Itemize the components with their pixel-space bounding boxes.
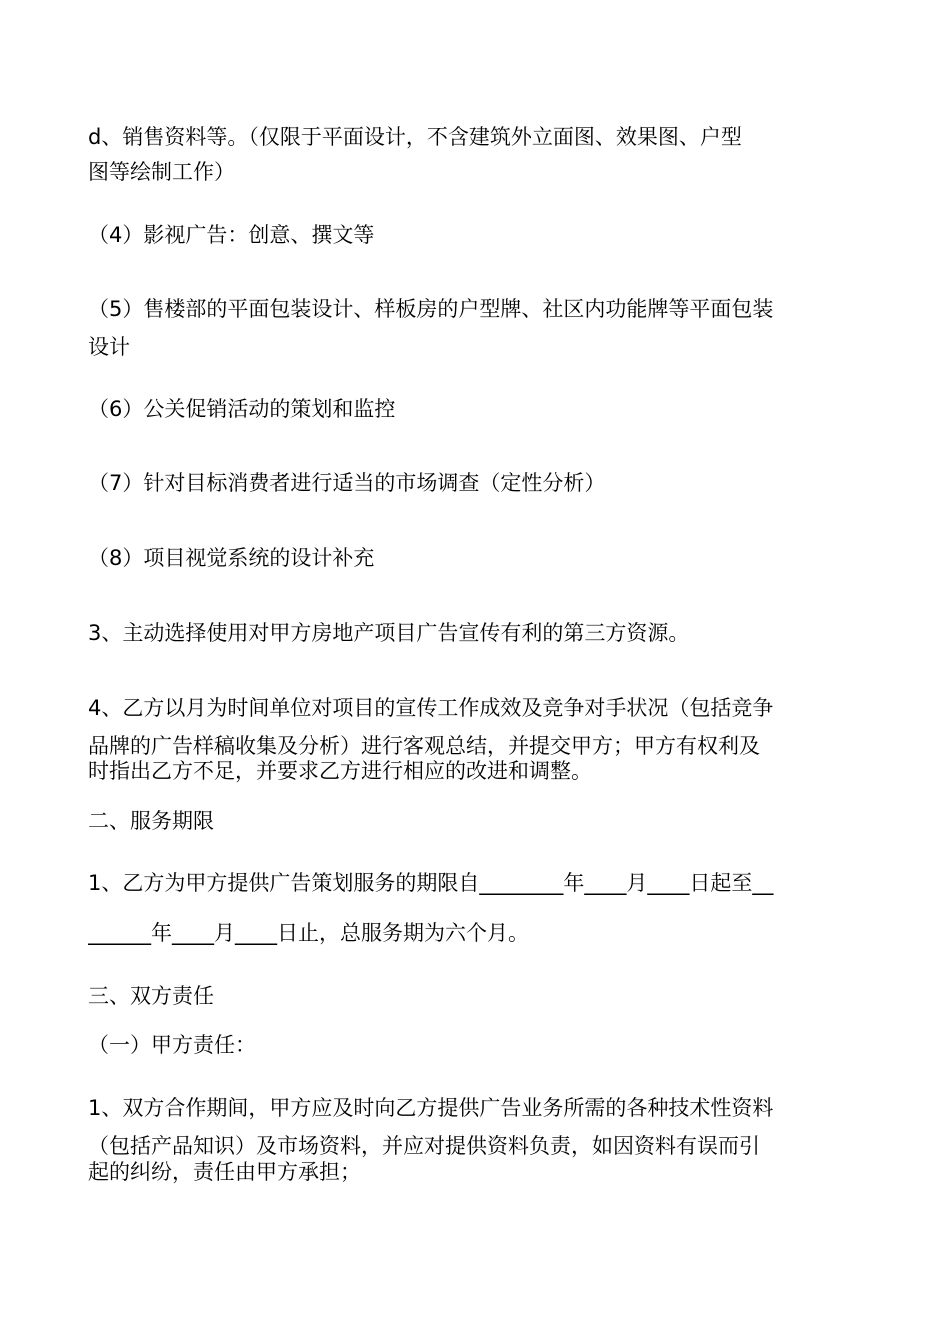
text-line: （8）项目视觉系统的设计补充 — [88, 546, 375, 570]
text-line: 4、乙方以月为时间单位对项目的宣传工作成效及竞争对手状况（包括竞争 — [88, 696, 774, 720]
text-line: 1、乙方为甲方提供广告策划服务的期限自________年____月____日起至__ — [88, 871, 774, 895]
text-line: 1、双方合作期间，甲方应及时向乙方提供广告业务所需的各种技术性资料 — [88, 1096, 774, 1120]
text-line: ______年____月____日止，总服务期为六个月。 — [88, 921, 529, 945]
text-line: d、销售资料等。（仅限于平面设计，不含建筑外立面图、效果图、户型 — [88, 125, 742, 149]
text-line: 时指出乙方不足，并要求乙方进行相应的改进和调整。 — [88, 759, 592, 783]
text-line: 品牌的广告样稿收集及分析）进行客观总结，并提交甲方；甲方有权利及 — [88, 734, 760, 758]
subsection-heading: （一）甲方责任： — [88, 1033, 256, 1057]
text-line: （6）公关促销活动的策划和监控 — [88, 397, 396, 421]
text-line: 设计 — [88, 335, 130, 359]
text-line: 3、主动选择使用对甲方房地产项目广告宣传有利的第三方资源。 — [88, 621, 690, 645]
text-line: （4）影视广告：创意、撰文等 — [88, 223, 375, 247]
section-heading: 二、服务期限 — [88, 809, 214, 833]
text-line: （5）售楼部的平面包装设计、样板房的户型牌、社区内功能牌等平面包装 — [88, 297, 774, 321]
text-line: 图等绘制工作） — [88, 160, 235, 184]
text-line: （7）针对目标消费者进行适当的市场调查（定性分析） — [88, 471, 606, 495]
section-heading: 三、双方责任 — [88, 984, 214, 1008]
text-line: （包括产品知识）及市场资料，并应对提供资料负责，如因资料有误而引 — [88, 1134, 760, 1158]
text-line: 起的纠纷，责任由甲方承担； — [88, 1160, 361, 1184]
